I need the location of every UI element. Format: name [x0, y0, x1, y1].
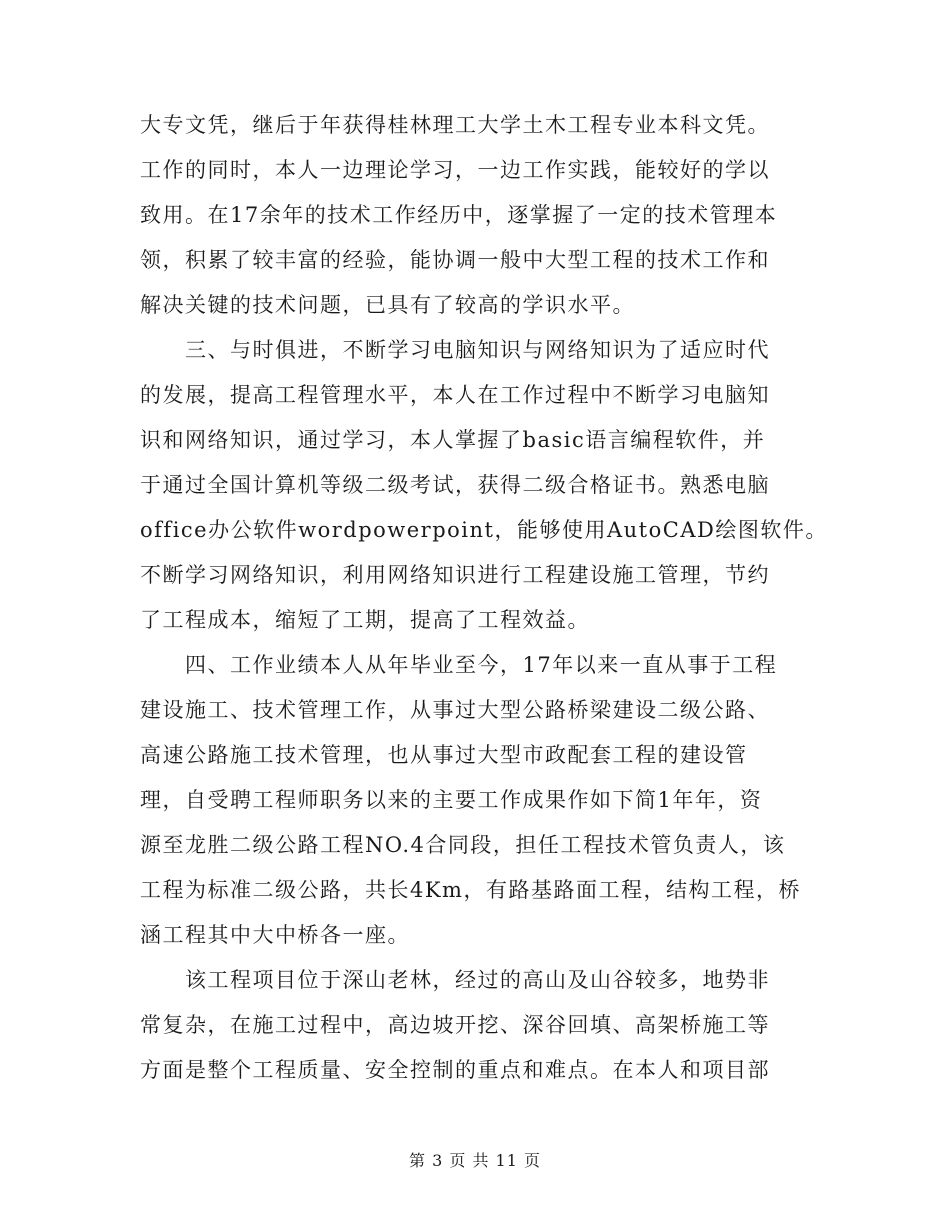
text-line: 识和网络知识，通过学习，本人掌握了basic语言编程软件，并	[140, 428, 766, 452]
text-line: 工程为标准二级公路，共长4Km，有路基路面工程，结构工程，桥	[140, 878, 801, 902]
text-line: 了工程成本，缩短了工期，提高了工程效益。	[140, 608, 590, 632]
text-line: 工作的同时，本人一边理论学习，一边工作实践，能较好的学以	[140, 158, 770, 182]
paragraph-start-line: 三、与时俱进，不断学习电脑知识与网络知识为了适应时代	[185, 338, 770, 362]
text-line: 于通过全国计算机等级二级考试，获得二级合格证书。熟悉电脑	[140, 473, 770, 497]
text-line: 领，积累了较丰富的经验，能协调一般中大型工程的技术工作和	[140, 248, 770, 272]
text-line: 致用。在17余年的技术工作经历中，逐掌握了一定的技术管理本	[140, 203, 778, 227]
text-line: 涵工程其中大中桥各一座。	[140, 923, 410, 947]
text-line: office办公软件wordpowerpoint，能够使用AutoCAD绘图软件。	[140, 518, 828, 542]
text-line: 解决关键的技术问题，已具有了较高的学识水平。	[140, 293, 635, 317]
text-line: 理，自受聘工程师职务以来的主要工作成果作如下简1年年，资	[140, 788, 763, 812]
text-line: 不断学习网络知识，利用网络知识进行工程建设施工管理，节约	[140, 563, 770, 587]
text-line: 源至龙胜二级公路工程NO.4合同段，担任工程技术管负责人，该	[140, 833, 786, 857]
paragraph-start-line: 四、工作业绩本人从年毕业至今，17年以来一直从事于工程	[185, 653, 778, 677]
text-line: 的发展，提高工程管理水平，本人在工作过程中不断学习电脑知	[140, 383, 770, 407]
page-number-footer: 第 3 页 共 11 页	[409, 1151, 541, 1170]
paragraph-start-line: 该工程项目位于深山老林，经过的高山及山谷较多，地势非	[185, 968, 770, 992]
text-line: 常复杂，在施工过程中，高边坡开挖、深谷回填、高架桥施工等	[140, 1013, 770, 1037]
text-line: 高速公路施工技术管理，也从事过大型市政配套工程的建设管	[140, 743, 748, 767]
text-line: 方面是整个工程质量、安全控制的重点和难点。在本人和项目部	[140, 1058, 770, 1082]
text-line: 大专文凭，继后于年获得桂林理工大学土木工程专业本科文凭。	[140, 113, 770, 137]
text-line: 建设施工、技术管理工作，从事过大型公路桥梁建设二级公路、	[140, 698, 770, 722]
